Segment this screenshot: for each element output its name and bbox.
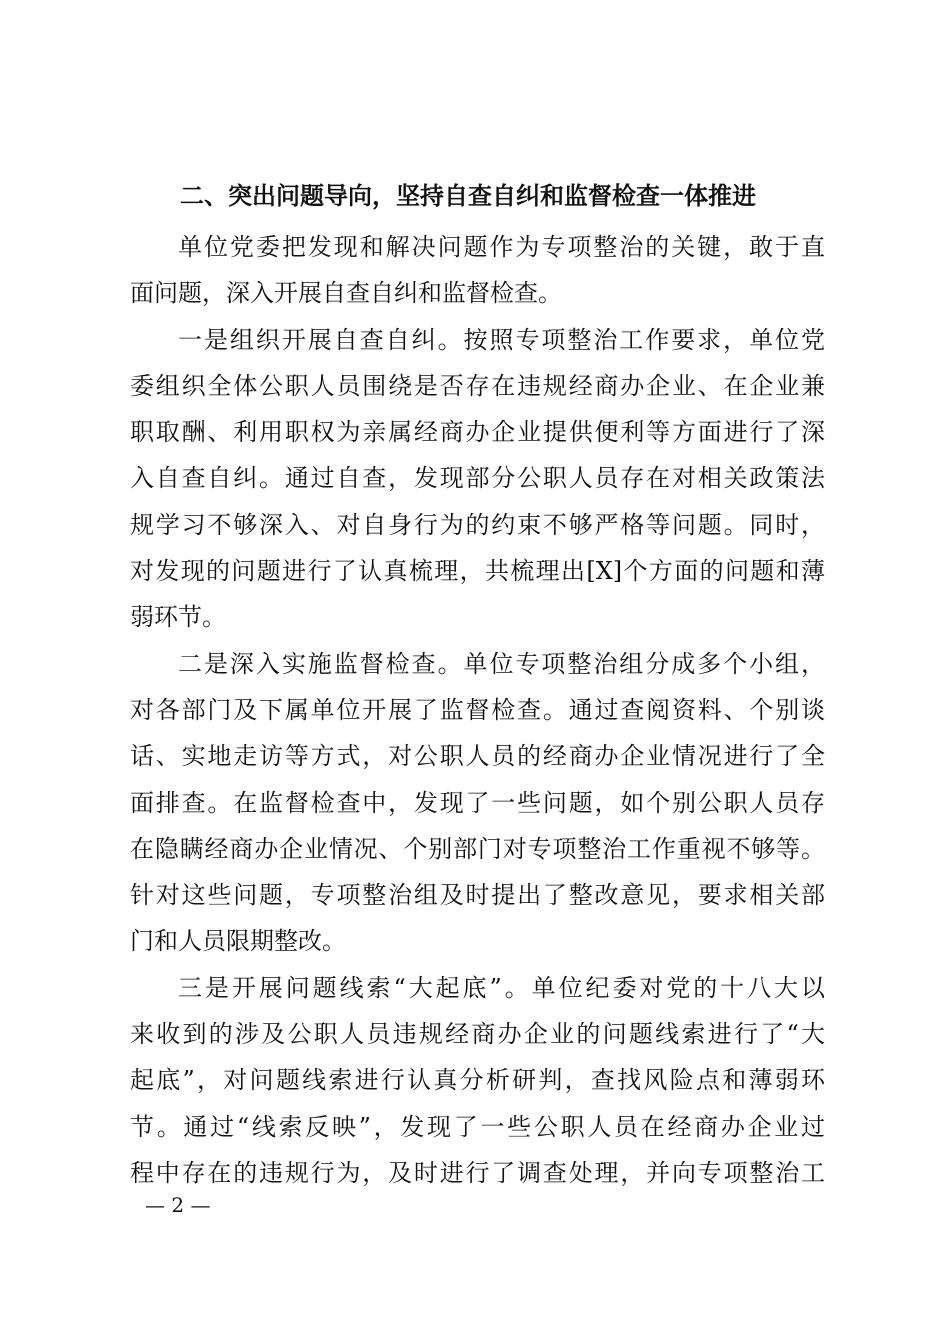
text-line: 规学习不够深入、对自身行为的约束不够严格等问题。同时， <box>130 510 825 539</box>
section-heading: 二、突出问题导向，坚持自查自纠和监督检查一体推进 <box>180 182 756 210</box>
page-number: — 2 — <box>145 1193 211 1217</box>
text-line: 在隐瞒经商办企业情况、个别部门对专项整治工作重视不够等。 <box>130 834 825 863</box>
text-line: 话、实地走访等方式，对公职人员的经商办企业情况进行了全 <box>130 742 825 771</box>
text-line: 来收到的涉及公职人员违规经商办企业的问题线索进行了“大 <box>130 1020 825 1049</box>
text-line: 程中存在的违规行为，及时进行了调查处理，并向专项整治工 <box>130 1158 825 1187</box>
document-body <box>130 224 825 1196</box>
text-line: 单位党委把发现和解决问题作为专项整治的关键，敢于直 <box>178 233 825 261</box>
text-line: 弱环节。 <box>130 603 226 632</box>
text-line: 委组织全体公职人员围绕是否存在违规经商办企业、在企业兼 <box>130 371 825 400</box>
text-line: 职取酬、利用职权为亲属经商办企业提供便利等方面进行了深 <box>130 418 825 447</box>
paragraph <box>130 965 825 1196</box>
text-line: 面排查。在监督检查中，发现了一些问题，如个别公职人员存 <box>130 788 825 817</box>
paragraph <box>130 317 825 641</box>
text-line: 门和人员限期整改。 <box>130 927 346 956</box>
text-line: 节。通过“线索反映”，发现了一些公职人员在经商办企业过 <box>130 1112 825 1141</box>
text-line: 针对这些问题，专项整治组及时提出了整改意见，要求相关部 <box>130 881 825 910</box>
text-line: 对各部门及下属单位开展了监督检查。通过查阅资料、个别谈 <box>130 695 825 724</box>
text-line: 一是组织开展自查自纠。按照专项整治工作要求，单位党 <box>178 325 825 354</box>
text-line: 起底”，对问题线索进行认真分析研判，查找风险点和薄弱环 <box>130 1066 825 1095</box>
text-line: 三是开展问题线索“大起底”。单位纪委对党的十八大以 <box>178 973 825 1002</box>
text-line: 入自查自纠。通过自查，发现部分公职人员存在对相关政策法 <box>130 464 825 493</box>
paragraph-list <box>130 224 825 1196</box>
paragraph <box>130 224 825 317</box>
text-line: 对发现的问题进行了认真梳理，共梳理出[X]个方面的问题和薄 <box>130 557 825 586</box>
text-line: 面问题，深入开展自查自纠和监督检查。 <box>130 279 562 308</box>
paragraph <box>130 641 825 965</box>
text-line: 二是深入实施监督检查。单位专项整治组分成多个小组， <box>178 649 825 678</box>
